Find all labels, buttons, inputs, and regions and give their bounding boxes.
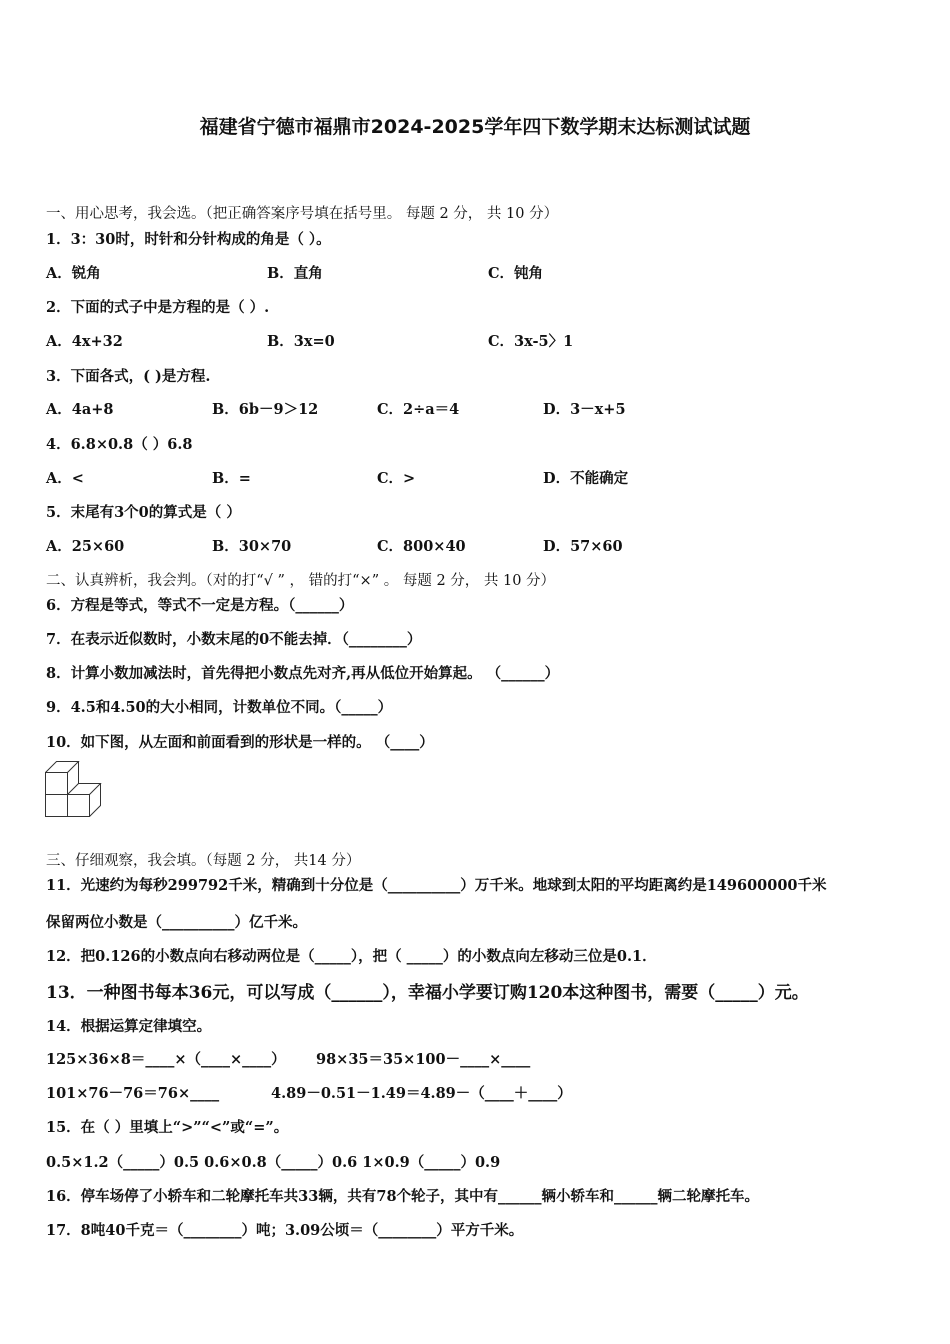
q5-option-c: C．800×40 (377, 538, 466, 555)
q5-option-b: B．30×70 (212, 538, 292, 555)
section1-heading: 一、用心思考，我会选。（把正确答案序号填在括号里。 每题 2 分， 共 10 分） (46, 206, 559, 222)
q4-option-c: C．> (377, 470, 416, 487)
q14-expr-4: 4.89－0.51－1.49＝4.89－（____＋____） (271, 1085, 572, 1102)
q14-expr-3: 101×76－76＝76×____ (46, 1085, 220, 1102)
q4-option-d: D．不能确定 (543, 470, 629, 487)
question-6: 6．方程是等式，等式不一定是方程。（______） (46, 597, 354, 614)
question-7: 7．在表示近似数时，小数末尾的0不能去掉．（________） (46, 631, 422, 648)
question-9: 9．4.5和4.50的大小相同，计数单位不同。（_____） (46, 699, 393, 716)
question-4: 4．6.8×0.8（ ）6.8 (46, 436, 193, 453)
q3-option-b: B．6b－9＞12 (212, 401, 319, 418)
question-2: 2．下面的式子中是方程的是（ ）. (46, 299, 270, 316)
question-11: 11．光速约为每秒299792千米，精确到十分位是（__________）万千米。地球到太阳的平均距离约是149600000千米 (46, 877, 827, 894)
q2-option-c: C．3x-5〉1 (488, 333, 574, 350)
q3-option-c: C．2÷a＝4 (377, 401, 460, 418)
q3-option-d: D．3－x+5 (543, 401, 626, 418)
question-16: 16．停车场停了小轿车和二轮摩托车共33辆，共有78个轮子，其中有______辆小轿车和______辆二轮摩托车。 (46, 1188, 760, 1205)
question-3: 3．下面各式，( )是方程. (46, 368, 211, 385)
question-5: 5．末尾有3个0的算式是（ ） (46, 504, 241, 521)
q5-option-d: D．57×60 (543, 538, 623, 555)
q15-comparisons: 0.5×1.2（_____）0.5 0.6×0.8（_____）0.6 1×0.9（_____）0.9 (46, 1154, 501, 1171)
question-11-cont: 保留两位小数是（__________）亿千米。 (46, 914, 307, 931)
q1-option-b: B．直角 (267, 265, 323, 282)
q14-expr-2: 98×35＝35×100－____×____ (316, 1051, 531, 1068)
page-title: 福建省宁德市福鼎市2024-2025学年四下数学期末达标测试试题 (199, 116, 751, 138)
section3-heading: 三、仔细观察，我会填。（每题 2 分， 共14 分） (46, 853, 361, 869)
q4-option-a: A．< (46, 470, 84, 487)
question-15: 15．在（ ）里填上“>”“<”或“=”。 (46, 1119, 289, 1136)
question-1: 1．3：30时，时针和分针构成的角是（ ）。 (46, 231, 331, 248)
question-8: 8．计算小数加减法时，首先得把小数点先对齐,再从低位开始算起。 （______） (46, 665, 560, 682)
question-13: 13．一种图书每本36元，可以写成（______），幸福小学要订购120本这种图书，需要（_____）元。 (46, 983, 809, 1003)
question-10: 10．如下图，从左面和前面看到的形状是一样的。 （____） (46, 734, 434, 751)
question-17: 17．8吨40千克＝（________）吨；3.09公顷＝（________）平方千米。 (46, 1222, 524, 1239)
q2-option-a: A．4x+32 (46, 333, 123, 350)
section2-heading: 二、认真辨析，我会判。（对的打“√ ” ， 错的打“×” 。 每题 2 分， 共 10 分） (46, 573, 556, 589)
q3-option-a: A．4a+8 (46, 401, 114, 418)
q2-option-b: B．3x=0 (267, 333, 335, 350)
q1-option-c: C．钝角 (488, 265, 544, 282)
q1-option-a: A．锐角 (46, 265, 101, 282)
question-14: 14．根据运算定律填空。 (46, 1018, 212, 1035)
question-12: 12．把0.126的小数点向右移动两位是（_____），把（ _____）的小数点向左移动三位是0.1． (46, 948, 657, 965)
stacked-cubes-figure (44, 759, 106, 821)
q14-expr-1: 125×36×8＝____×（____×____） (46, 1051, 286, 1068)
q5-option-a: A．25×60 (46, 538, 125, 555)
q4-option-b: B．= (212, 470, 251, 487)
